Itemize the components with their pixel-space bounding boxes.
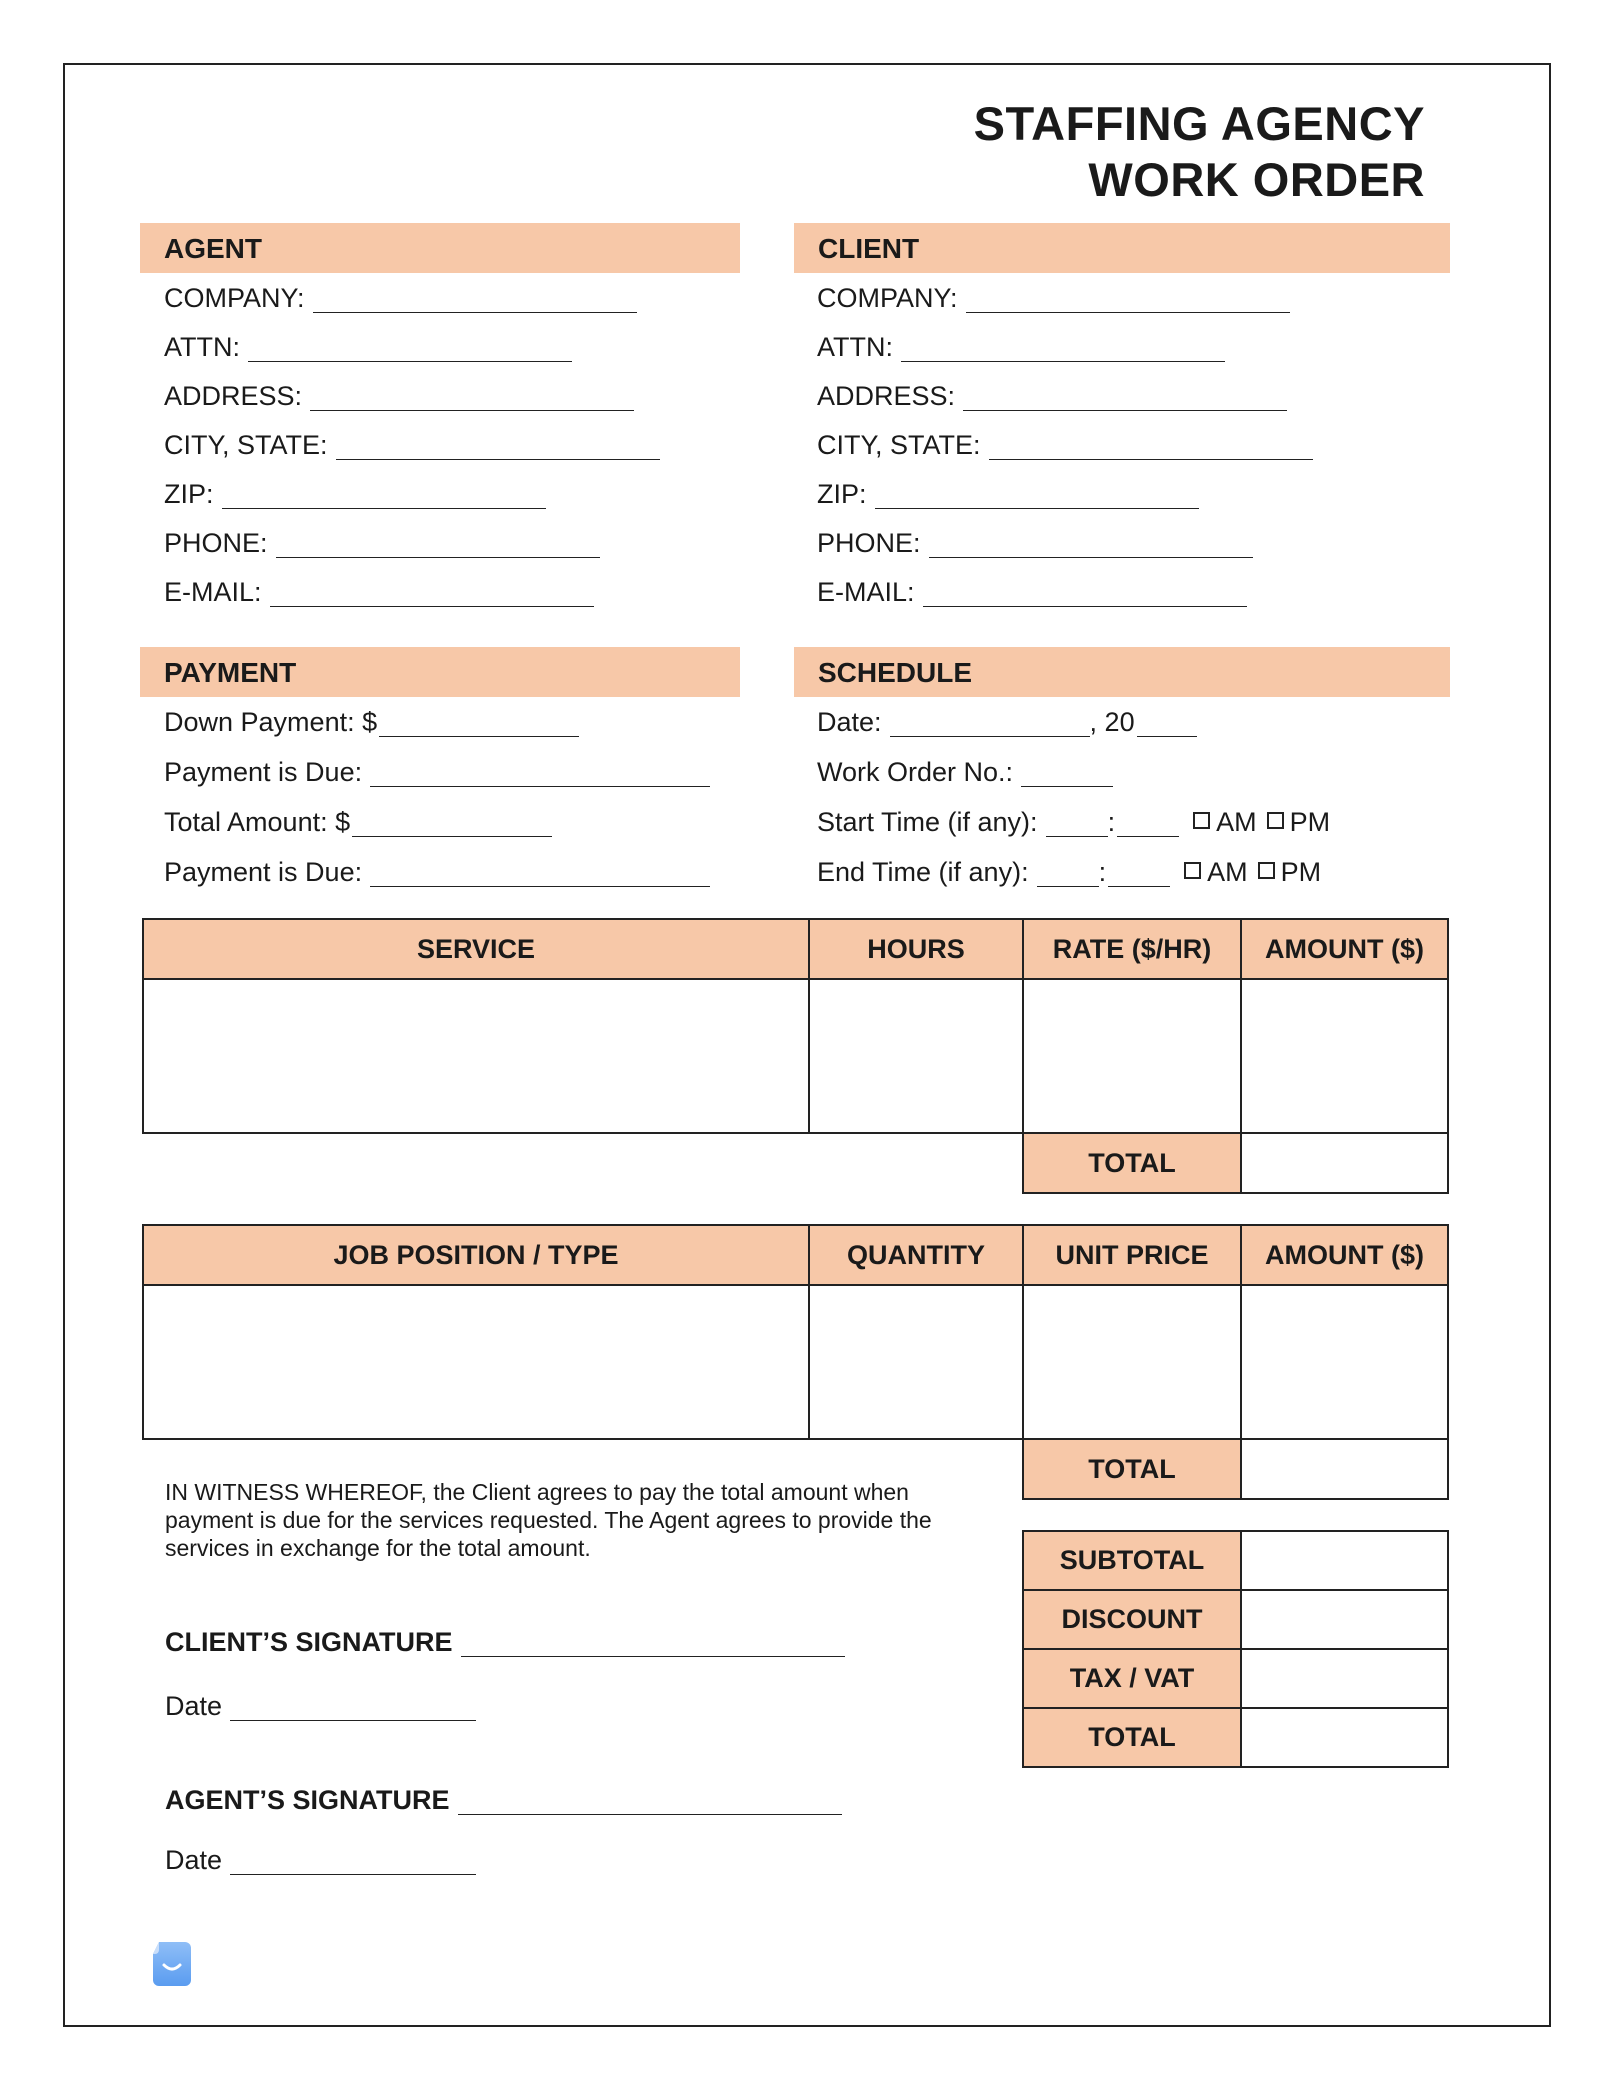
- client-zip-row: [817, 474, 1199, 514]
- start-time-label: Start Time (if any):: [817, 807, 1038, 837]
- client-address-field[interactable]: [963, 376, 1287, 411]
- tax-vat-value[interactable]: [1241, 1649, 1448, 1708]
- start-time-am-checkbox[interactable]: [1193, 812, 1210, 829]
- rate-cell[interactable]: [1023, 979, 1241, 1133]
- agent-company-label: COMPANY:: [164, 283, 305, 313]
- agent-zip-label: ZIP:: [164, 479, 214, 509]
- end-time-label: End Time (if any):: [817, 857, 1029, 887]
- agent-city-state-label: CITY, STATE:: [164, 430, 328, 460]
- client-section-header: CLIENT: [794, 223, 1450, 273]
- client-signature-label: CLIENT’S SIGNATURE: [165, 1627, 453, 1657]
- client-company-label: COMPANY:: [817, 283, 958, 313]
- client-address-label: ADDRESS:: [817, 381, 956, 411]
- start-time-am-label: AM: [1216, 807, 1257, 837]
- end-time-minute-field[interactable]: [1108, 852, 1170, 887]
- client-email-field[interactable]: [923, 572, 1247, 607]
- agent-address-row: [164, 376, 634, 416]
- jobs-total-label: TOTAL: [1023, 1439, 1241, 1499]
- agent-city-state-row: [164, 425, 660, 465]
- amount-column-header: AMOUNT ($): [1241, 919, 1448, 979]
- agent-date-row: [165, 1840, 476, 1880]
- end-time-colon: :: [1098, 857, 1107, 887]
- client-signature-row: [165, 1622, 845, 1662]
- client-attn-field[interactable]: [901, 327, 1225, 362]
- client-phone-row: [817, 523, 1253, 563]
- jobs-amount-column-header: AMOUNT ($): [1241, 1225, 1448, 1285]
- payment-due-field-1[interactable]: [370, 752, 710, 787]
- client-address-row: [817, 376, 1287, 416]
- services-total-value[interactable]: [1241, 1133, 1448, 1193]
- subtotal-label: SUBTOTAL: [1023, 1531, 1241, 1590]
- agent-email-row: [164, 572, 594, 612]
- tax-vat-label: TAX / VAT: [1023, 1649, 1241, 1708]
- client-city-state-row: [817, 425, 1313, 465]
- client-email-label: E-MAIL:: [817, 577, 915, 607]
- agent-email-field[interactable]: [270, 572, 594, 607]
- tax-vat-row: [1023, 1649, 1448, 1708]
- payment-due-row-2: [164, 852, 710, 892]
- start-time-colon: :: [1107, 807, 1116, 837]
- client-company-field[interactable]: [966, 278, 1290, 313]
- agent-phone-label: PHONE:: [164, 528, 268, 558]
- start-time-minute-field[interactable]: [1117, 802, 1179, 837]
- end-time-pm-checkbox[interactable]: [1258, 862, 1275, 879]
- agent-phone-field[interactable]: [276, 523, 600, 558]
- client-company-row: [817, 278, 1290, 318]
- subtotal-value[interactable]: [1241, 1531, 1448, 1590]
- work-order-no-row: [817, 752, 1113, 792]
- end-time-row: [817, 852, 1321, 892]
- brand-logo-icon: [151, 1940, 193, 1988]
- client-date-label: Date: [165, 1691, 223, 1721]
- client-email-row: [817, 572, 1247, 612]
- services-total-spacer: [143, 1133, 1023, 1193]
- agent-attn-label: ATTN:: [164, 332, 240, 362]
- grand-total-label: TOTAL: [1023, 1708, 1241, 1767]
- service-column-header: SERVICE: [143, 919, 809, 979]
- services-entry-row: [143, 979, 1448, 1133]
- schedule-date-label: Date:: [817, 707, 882, 737]
- payment-due-row-1: [164, 752, 710, 792]
- work-order-no-label: Work Order No.:: [817, 757, 1014, 787]
- payment-due-label-2: Payment is Due:: [164, 857, 363, 887]
- client-signature-field[interactable]: [461, 1622, 845, 1657]
- jobs-entry-row: [143, 1285, 1448, 1439]
- down-payment-row: [164, 702, 579, 742]
- down-payment-label: Down Payment: $: [164, 707, 378, 737]
- title-line-2: WORK ORDER: [1088, 153, 1425, 206]
- start-time-pm-label: PM: [1289, 807, 1331, 837]
- start-time-hour-field[interactable]: [1046, 802, 1108, 837]
- unit-price-cell[interactable]: [1023, 1285, 1241, 1439]
- agent-company-field[interactable]: [313, 278, 637, 313]
- hours-column-header: HOURS: [809, 919, 1023, 979]
- schedule-section-header: SCHEDULE: [794, 647, 1450, 697]
- payment-section-header: PAYMENT: [140, 647, 740, 697]
- hours-cell[interactable]: [809, 979, 1023, 1133]
- discount-value[interactable]: [1241, 1590, 1448, 1649]
- discount-label: DISCOUNT: [1023, 1590, 1241, 1649]
- agent-zip-field[interactable]: [222, 474, 546, 509]
- jobs-amount-cell[interactable]: [1241, 1285, 1448, 1439]
- agent-phone-row: [164, 523, 600, 563]
- agent-address-label: ADDRESS:: [164, 381, 303, 411]
- client-phone-label: PHONE:: [817, 528, 921, 558]
- job-position-column-header: JOB POSITION / TYPE: [143, 1225, 809, 1285]
- services-header-row: [143, 919, 1448, 979]
- payment-due-field-2[interactable]: [370, 852, 710, 887]
- schedule-date-field[interactable]: [890, 702, 1090, 737]
- client-city-state-label: CITY, STATE:: [817, 430, 981, 460]
- document-title: [974, 96, 1425, 208]
- total-amount-label: Total Amount: $: [164, 807, 351, 837]
- schedule-date-row: [817, 702, 1197, 742]
- client-city-state-field[interactable]: [989, 425, 1313, 460]
- grand-total-row: [1023, 1708, 1448, 1767]
- subtotal-row: [1023, 1531, 1448, 1590]
- services-table: [142, 918, 1449, 1194]
- end-time-hour-field[interactable]: [1037, 852, 1099, 887]
- title-line-1: STAFFING AGENCY: [973, 97, 1425, 150]
- agent-company-row: [164, 278, 637, 318]
- start-time-row: [817, 802, 1330, 842]
- client-attn-label: ATTN:: [817, 332, 893, 362]
- rate-column-header: RATE ($/HR): [1023, 919, 1241, 979]
- services-total-row: [143, 1133, 1448, 1193]
- schedule-year-prefix: , 20: [1089, 707, 1135, 737]
- agent-zip-row: [164, 474, 546, 514]
- grand-total-value[interactable]: [1241, 1708, 1448, 1767]
- agent-date-field[interactable]: [230, 1840, 476, 1875]
- jobs-total-value[interactable]: [1241, 1439, 1448, 1499]
- service-cell[interactable]: [143, 979, 809, 1133]
- down-payment-field[interactable]: [379, 702, 579, 737]
- agent-address-field[interactable]: [310, 376, 634, 411]
- client-date-row: [165, 1686, 476, 1726]
- total-amount-row: [164, 802, 552, 842]
- client-phone-field[interactable]: [929, 523, 1253, 558]
- end-time-am-label: AM: [1207, 857, 1248, 887]
- payment-due-label-1: Payment is Due:: [164, 757, 363, 787]
- start-time-pm-checkbox[interactable]: [1267, 812, 1284, 829]
- quantity-cell[interactable]: [809, 1285, 1023, 1439]
- schedule-year-field[interactable]: [1137, 702, 1197, 737]
- work-order-no-field[interactable]: [1021, 752, 1113, 787]
- jobs-table: [142, 1224, 1449, 1500]
- summary-table: [1022, 1530, 1449, 1768]
- agent-email-label: E-MAIL:: [164, 577, 262, 607]
- discount-row: [1023, 1590, 1448, 1649]
- agent-signature-label: AGENT’S SIGNATURE: [165, 1785, 450, 1815]
- client-zip-field[interactable]: [875, 474, 1199, 509]
- end-time-pm-label: PM: [1280, 857, 1322, 887]
- agent-date-label: Date: [165, 1845, 223, 1875]
- agent-signature-row: [165, 1780, 842, 1820]
- end-time-am-checkbox[interactable]: [1184, 862, 1201, 879]
- quantity-column-header: QUANTITY: [809, 1225, 1023, 1285]
- agent-attn-field[interactable]: [248, 327, 572, 362]
- total-amount-field[interactable]: [352, 802, 552, 837]
- witness-statement: IN WITNESS WHEREOF, the Client agrees to pay the total amount when payment is due for the services requested. The Agent agrees to provide the services in exchange for the total amount.: [165, 1479, 932, 1561]
- services-total-label: TOTAL: [1023, 1133, 1241, 1193]
- client-date-field[interactable]: [230, 1686, 476, 1721]
- client-attn-row: [817, 327, 1225, 367]
- client-zip-label: ZIP:: [817, 479, 867, 509]
- agent-attn-row: [164, 327, 572, 367]
- agent-signature-field[interactable]: [458, 1780, 842, 1815]
- jobs-header-row: [143, 1225, 1448, 1285]
- amount-cell[interactable]: [1241, 979, 1448, 1133]
- job-position-cell[interactable]: [143, 1285, 809, 1439]
- agent-city-state-field[interactable]: [336, 425, 660, 460]
- unit-price-column-header: UNIT PRICE: [1023, 1225, 1241, 1285]
- agent-section-header: AGENT: [140, 223, 740, 273]
